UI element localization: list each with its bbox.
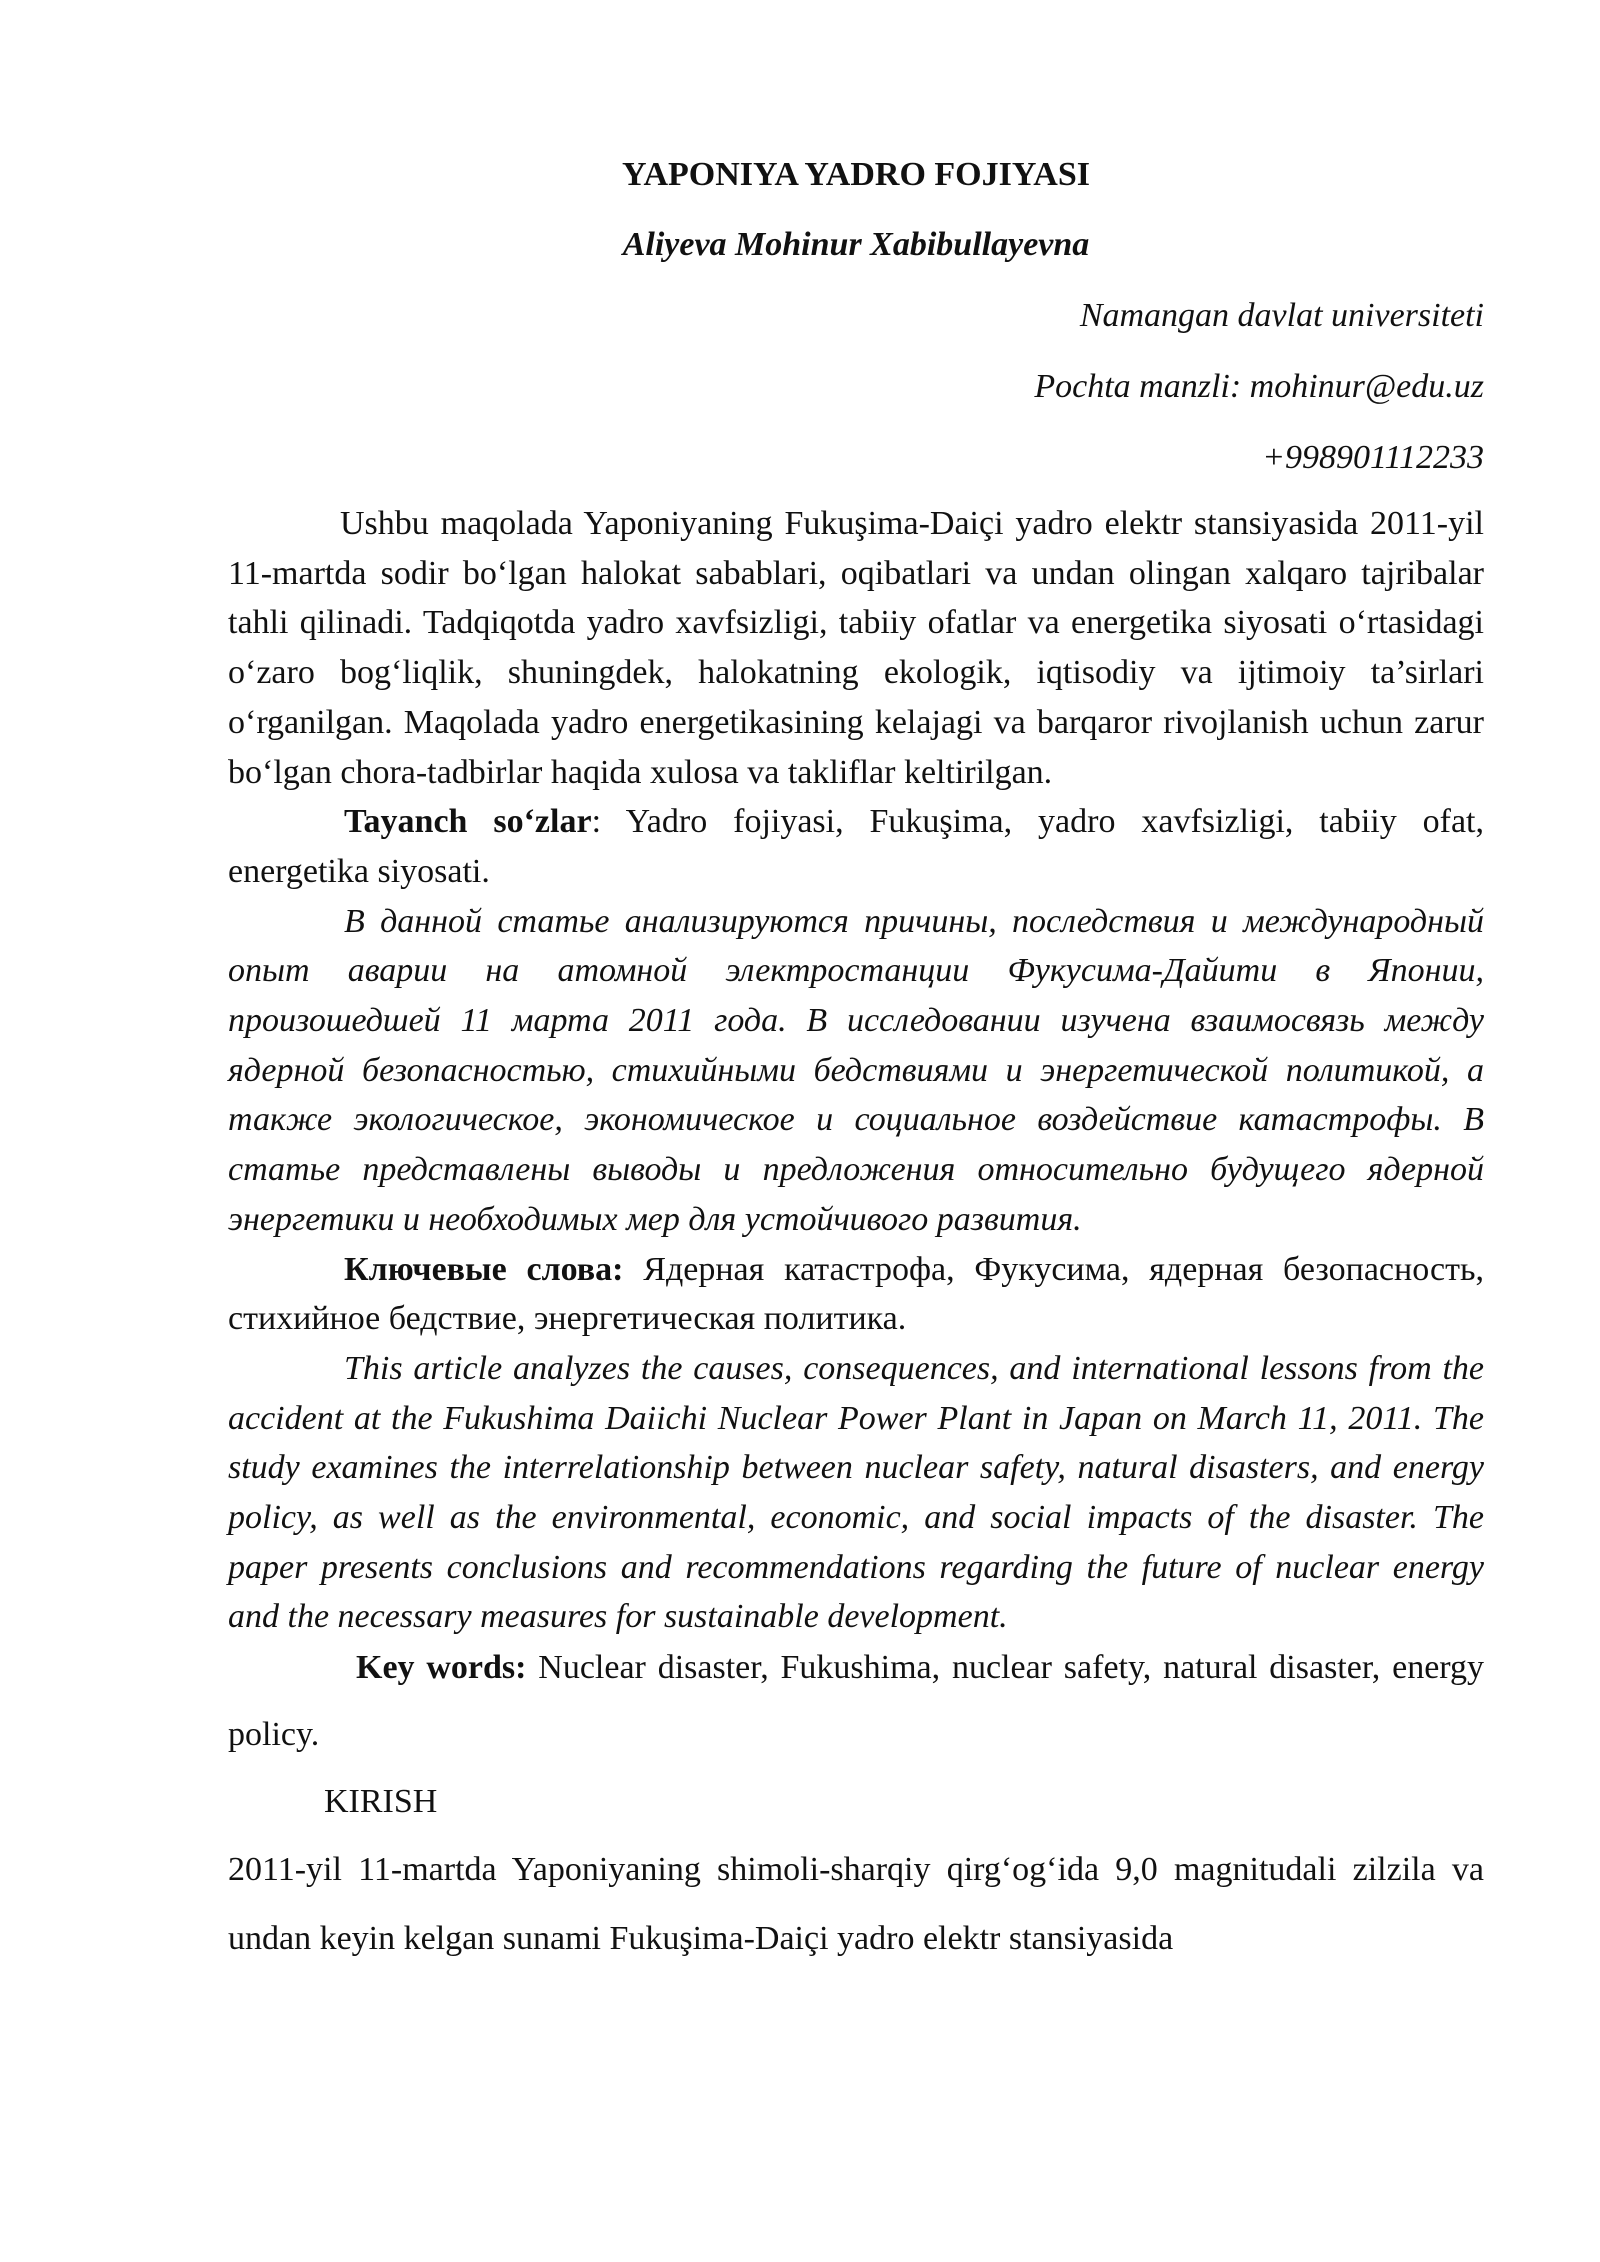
keywords-english xyxy=(228,1634,1484,1768)
paper-page xyxy=(228,150,1484,1973)
keywords-russian-text: Ядерная катастрофа, Фукусима, ядерная безопасность, стихийное бедствие, энергетическая политика. xyxy=(228,1250,1484,1338)
keywords-uzbek-label: Tayanch so‘zlar xyxy=(344,803,592,841)
abstract-uzbek: Ushbu maqolada Yaponiyaning Fukuşima-Daiçi yadro elektr stansiyasida 2011-yil 11-martda sodir bo‘lgan halokat sabablari, oqibatlari va undan olingan xalqaro tajribalar tahli qilinadi. Tadqiqotda yadro xavfsizligi, tabiiy ofatlar va energetika siyosati o‘rtasidagi o‘zaro bog‘liqlik, shuningdek, halokatning ekologik, iqtisodiy va ijtimoiy ta’sirlari o‘rganilgan. Maqolada yadro energetikasining kelajagi va barqaror rivojlanish uchun zarur bo‘lgan chora-tadbirlar haqida xulosa va takliflar keltirilgan. xyxy=(228,505,1484,791)
keywords-english-label: Key words: xyxy=(356,1649,527,1687)
keywords-russian xyxy=(228,1245,1484,1344)
email-line: Pochta manzli: mohinur@edu.uz xyxy=(1034,368,1484,405)
university-name: Namangan davlat universiteti xyxy=(1079,297,1484,334)
keywords-english-text: Nuclear disaster, Fukushima, nuclear safety, natural disaster, energy policy. xyxy=(228,1649,1484,1754)
intro-paragraph: 2011-yil 11-martda Yaponiyaning shimoli-sharqiy qirg‘og‘ida 9,0 magnitudali zilzila va undan keyin kelgan sunami Fukuşima-Daiçi yadro elektr stansiyasida xyxy=(228,1851,1484,1958)
section-heading-intro: KIRISH xyxy=(324,1783,438,1821)
author-name: Aliyeva Mohinur Xabibullayevna xyxy=(622,226,1090,263)
keywords-russian-label: Ключевые слова: xyxy=(344,1250,624,1288)
keywords-uzbek xyxy=(228,797,1484,896)
phone-number: +998901112233 xyxy=(1262,439,1484,476)
abstract-russian: В данной статье анализируются причины, последствия и международный опыт аварии на атомной электростанции Фукусима-Дайити в Японии, произошедшей 11 марта 2011 года. В исследовании изучена взаимосвязь между ядерной безопасностью, стихийными бедствиями и энергетической политикой, а также экологическое, экономическое и социальное воздействие катастрофы. В статье представлены выводы и предложения относительно будущего ядерной энергетики и необходимых мер для устойчивого развития. xyxy=(228,902,1484,1238)
paper-title: YAPONIYA YADRO FOJIYASI xyxy=(622,156,1090,193)
abstract-english: This article analyzes the causes, consequences, and international lessons from the accident at the Fukushima Daiichi Nuclear Power Plant in Japan on March 11, 2011. The study examines the interrelationship between nuclear safety, natural disasters, and energy policy, as well as the environmental, economic, and social impacts of the disaster. The paper presents conclusions and recommendations regarding the future of nuclear energy and the necessary measures for sustainable development. xyxy=(228,1349,1484,1636)
affiliation-block xyxy=(228,291,1484,483)
keywords-uzbek-text: : Yadro fojiyasi, Fukuşima, yadro xavfsizligi, tabiiy ofat, energetika siyosati. xyxy=(228,803,1484,890)
